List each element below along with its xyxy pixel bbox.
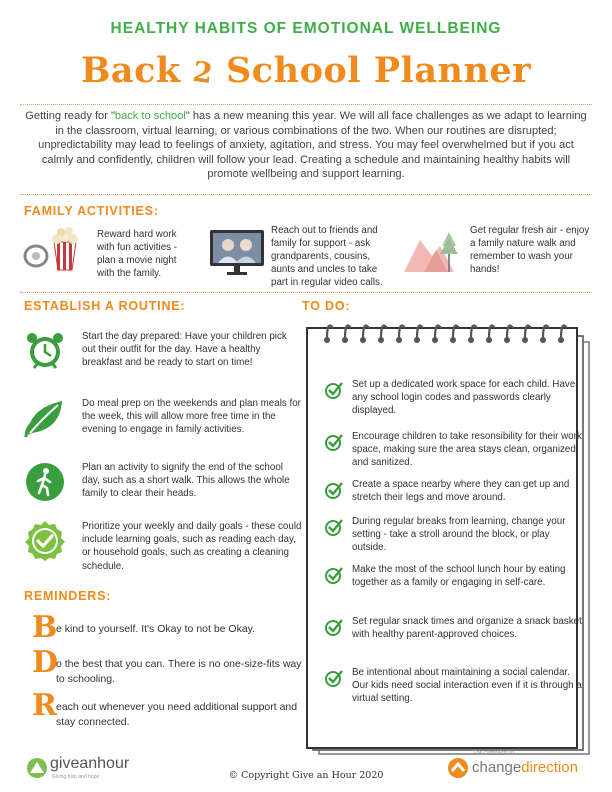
popcorn-icon [22,226,92,274]
check-icon [324,517,344,537]
todo-text: Encourage children to take resonsibility for their work space, making sure the area stays clean, organized and sanitized. [352,431,582,469]
reminder-text: each out whenever you need additional support and stay connected. [56,701,298,728]
family-divider [20,194,592,195]
reminder-letter: B [32,610,58,645]
todo-text: Set up a dedicated work space for each child. Have any school login codes and passwords clearly displayed. [352,379,576,417]
check-icon [324,668,344,688]
check-icon [324,565,344,585]
check-icon [324,480,344,500]
intro-before: Getting ready for " [25,110,115,122]
video-call-icon [208,228,266,278]
reminder-letter: R [32,688,57,723]
alarm-clock-icon [24,330,66,372]
routine-item-text: Start the day prepared: Have your children pick out their outfit for the day. Have a healthy breakfast and be ready to start on time! [82,331,287,369]
reminder-letter: D [32,645,59,680]
check-badge-icon [24,520,66,562]
changedirection-mark-icon [447,757,469,779]
todo-heading: TO DO: [302,299,351,313]
todo-text: Be intentional about maintaining a social calendar. Our kids need social interaction even if it is through a virtual setting. [352,667,582,705]
title-part-1: Back [80,50,194,91]
todo-text: During regular breaks from learning, change your setting - take a stroll around the block, or play outside. [352,516,566,554]
check-icon [324,432,344,452]
page-kicker: HEALTHY HABITS OF EMOTIONAL WELLBEING [110,20,502,37]
routine-item-text: Do meal prep on the weekends and plan meals for the week, this will allow more free time in the evening to engage in family activities. [82,398,301,436]
intro-after: " has a new meaning this year. We will all face challenges as we adapt to learning in the classroom, virtual learning, or various combinations of the two. When our routines are disrupted; unpredictability may lead to feelings of anxiety, agitation, and stress. You may feel overwhelmed but if you act calmly and confidently, children will follow your lead. Creating a schedule and maintaining healthy habits will promote wellbeing and support learning. [38,110,587,180]
family-item-nature-walk: Get regular fresh air - enjoy a family nature walk and remember to wash your hands! [470,225,590,275]
todo-text: Set regular snack times and organize a snack basket with healthy parent-approved choices. [352,616,582,641]
todo-text: Make the most of the school lunch hour by eating together as a family or engaging in self-care. [352,564,566,589]
leaf-icon [24,397,66,439]
family-heading: FAMILY ACTIVITIES: [24,204,159,218]
changedirection-word-b: direction [521,759,578,776]
routine-item-text: Plan an activity to signify the end of the school day, such as a short walk. This allows the whole family to clear their heads. [82,462,290,500]
check-icon [324,617,344,637]
reminder-text: o the best that you can. There is no one-size-fits way to schooling. [56,658,302,685]
reminder-text: e kind to yourself. It's Okay to not be Okay. [56,623,256,635]
intro-paragraph [24,109,588,182]
title-number: 2 [191,54,216,91]
routine-item-text: Prioritize your weekly and daily goals - these could include learning goals, such as reading each day, or household goals, such as creating a cleaning schedule. [82,521,302,572]
title-part-2: School Planner [213,50,532,91]
page-title [0,50,612,91]
routine-heading: ESTABLISH A ROUTINE: [24,299,186,313]
changedirection-small-text: The campaign to [473,750,514,756]
family-item-video-calls: Reach out to friends and family for support - ask grandparents, cousins, aunts and uncles to take part in regular video calls. [271,225,383,288]
intro-highlight: back to school [114,110,186,122]
check-icon [324,380,344,400]
walking-person-icon [24,461,66,503]
nature-walk-icon [402,226,462,274]
routine-divider [20,292,592,293]
family-item-movie: Reward hard work with fun activities - plan a movie night with the family. [97,229,178,279]
header-divider [20,104,592,105]
giveanhour-wordmark: giveanhour [50,755,130,772]
todo-text: Create a space nearby where they can get up and stretch their legs and move around. [352,479,570,504]
copyright: © Copyright Give an Hour 2020 [228,770,384,781]
giveanhour-tagline: Giving help and hope [52,774,100,780]
changedirection-word-a: change [472,759,522,776]
changedirection-wordmark [472,759,578,776]
reminders-heading: REMINDERS: [24,589,112,603]
